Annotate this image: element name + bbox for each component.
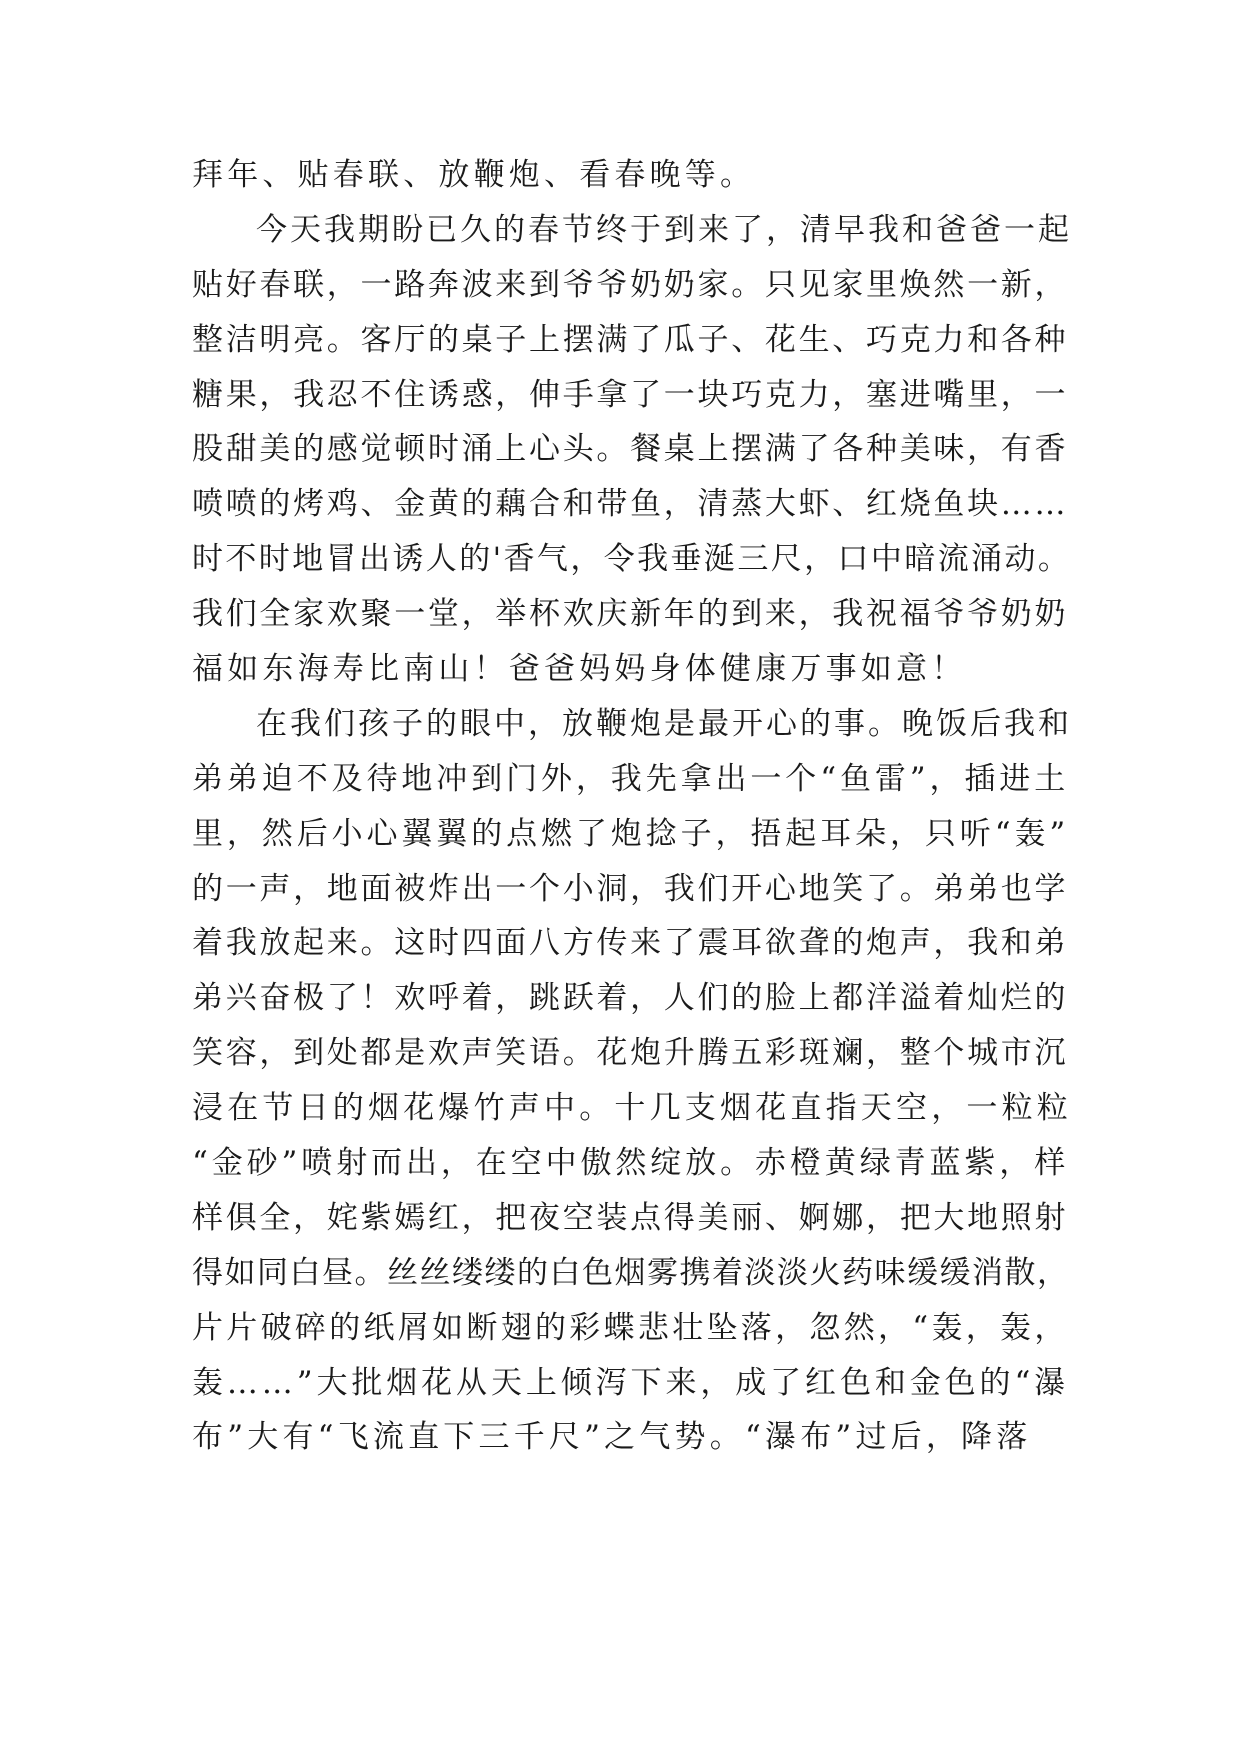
text-line: 拜年、贴春联、放鞭炮、看春晚等。 <box>192 157 756 193</box>
text-line: 布”大有“飞流直下三千尺”之气势。“瀑布”过后，降落 <box>192 1419 1032 1456</box>
text-line: 笑容，到处都是欢声笑语。花炮升腾五彩斑斓，整个城市沉 <box>192 1035 1069 1072</box>
paragraph-start-line: 今天我期盼已久的春节终于到来了，清早我和爸爸一起 <box>256 211 1072 248</box>
text-line: 股甜美的感觉顿时涌上心头。餐桌上摆满了各种美味，有香 <box>192 431 1069 468</box>
text-line: 得如同白昼。丝丝缕缕的白色烟雾携着淡淡火药味缓缓消散， <box>192 1254 1070 1291</box>
text-line: 整洁明亮。客厅的桌子上摆满了瓜子、花生、巧克力和各种 <box>192 321 1069 358</box>
text-line: “金砂”喷射而出，在空中傲然绽放。赤橙黄绿青蓝紫，样 <box>192 1145 1070 1182</box>
text-line: 弟兴奋极了！欢呼着，跳跃着，人们的脸上都洋溢着灿烂的 <box>192 980 1069 1017</box>
text-line: 贴好春联，一路奔波来到爷爷奶奶家。只见家里焕然一新， <box>192 266 1069 303</box>
text-line: 片片破碎的纸屑如断翅的彩蝶悲壮坠落，忽然，“轰，轰， <box>192 1309 1069 1346</box>
text-line: 福如东海寿比南山！爸爸妈妈身体健康万事如意！ <box>192 651 967 688</box>
text-line: 的一声，地面被炸出一个小洞，我们开心地笑了。弟弟也学 <box>192 870 1069 907</box>
text-line: 样俱全，姹紫嫣红，把夜空装点得美丽、婀娜，把大地照射 <box>192 1199 1069 1236</box>
text-line: 弟弟迫不及待地冲到门外，我先拿出一个“鱼雷”，插进土 <box>192 760 1070 797</box>
essay-body <box>192 155 1072 1472</box>
text-line: 时不时地冒出诱人的'香气，令我垂涎三尺，口中暗流涌动。 <box>192 541 1072 578</box>
text-line: 里，然后小心翼翼的点燃了炮捻子，捂起耳朵，只听“轰” <box>192 815 1070 852</box>
text-line: 浸在节日的烟花爆竹声中。十几支烟花直指天空，一粒粒 <box>192 1090 1072 1127</box>
text-line: 轰……”大批烟花从天上倾泻下来，成了红色和金色的“瀑 <box>192 1364 1070 1401</box>
text-line: 我们全家欢聚一堂，举杯欢庆新年的到来，我祝福爷爷奶奶 <box>192 596 1069 633</box>
text-line: 糖果，我忍不住诱惑，伸手拿了一块巧克力，塞进嘴里，一 <box>192 376 1069 413</box>
paragraph-start-line: 在我们孩子的眼中，放鞭炮是最开心的事。晚饭后我和 <box>256 705 1072 742</box>
text-line: 着我放起来。这时四面八方传来了震耳欲聋的炮声，我和弟 <box>192 925 1069 962</box>
text-line: 喷喷的烤鸡、金黄的藕合和带鱼，清蒸大虾、红烧鱼块…… <box>192 486 1069 523</box>
